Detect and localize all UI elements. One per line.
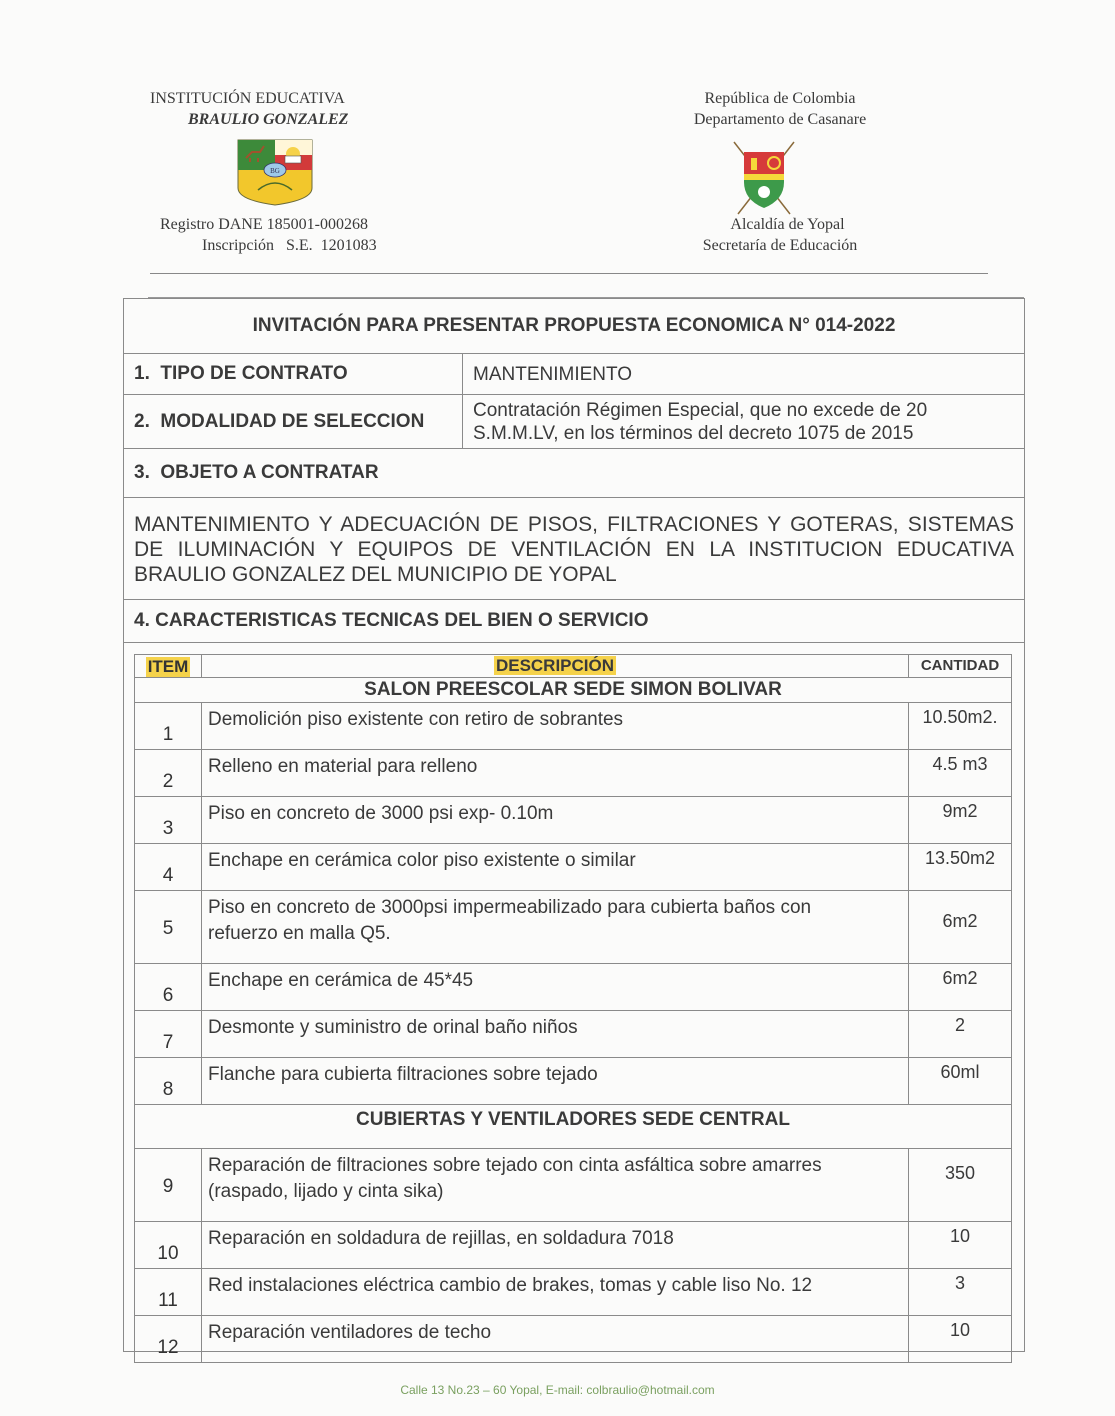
item-number: 5 [135,891,202,963]
item-number: 6 [135,964,202,1010]
field-modalidad-seleccion [124,394,1024,448]
header-divider [150,273,988,274]
item-quantity: 13.50m2 [924,848,996,868]
header-descripcion: DESCRIPCIÓN [202,655,909,677]
item-number: 1 [135,703,202,749]
field-value: MANTENIMIENTO [473,363,633,385]
table-row [135,1221,1011,1268]
svg-text:BG: BG [270,167,280,175]
group-title: CUBIERTAS Y VENTILADORES SEDE CENTRAL [135,1104,1011,1148]
item-number: 12 [135,1316,202,1362]
table-row [135,796,1011,843]
registro-dane: Registro DANE 185001-000268 [160,216,368,233]
item-quantity: 350 [944,1163,976,1183]
item-quantity: 10.50m2. [922,707,998,727]
table-row [135,963,1011,1010]
item-description: Flanche para cubierta filtraciones sobre tejado [202,1058,909,1104]
table-row [135,1268,1011,1315]
table-row [135,1148,1011,1221]
item-description: Piso en concreto de 3000 psi exp- 0.10m [202,797,909,843]
item-quantity: 60ml [940,1062,980,1082]
header-item: ITEM [135,655,202,677]
items-table [134,654,1012,1363]
header-cantidad: CANTIDAD [920,657,1000,674]
item-description: Enchape en cerámica color piso existente o similar [202,844,909,890]
section-objeto-label: 3. OBJETO A CONTRATAR [124,448,1024,497]
education-secretariat: Secretaría de Educación [702,237,858,254]
item-description: Reparación de filtraciones sobre tejado con cinta asfáltica sobre amarres (raspado, lijado y cinta sika) [202,1149,909,1221]
item-number: 7 [135,1011,202,1057]
item-quantity: 10 [949,1226,971,1246]
item-quantity: 6m2 [942,968,978,988]
item-number: 2 [135,750,202,796]
item-description: Reparación ventiladores de techo [202,1316,909,1362]
department-name: Departamento de Casanare [693,111,867,128]
item-number: 11 [135,1269,202,1315]
item-quantity: 6m2 [942,911,978,931]
municipality-name: Alcaldía de Yopal [730,216,845,233]
item-quantity: 4.5 m3 [932,754,988,774]
item-number: 3 [135,797,202,843]
objeto-description: MANTENIMIENTO Y ADECUACIÓN DE PISOS, FILTRACIONES Y GOTERAS, SISTEMAS DE ILUMINACIÓN Y EQUIPOS DE VENTILACIÓN EN LA INSTITUCION EDUCATIVA BRAULIO GONZALEZ DEL MUNICIPIO DE YOPAL [124,497,1024,599]
inscripcion-se: Inscripción S.E. 1201083 [202,237,377,254]
item-quantity: 3 [954,1273,965,1293]
item-number: 4 [135,844,202,890]
institution-shield-icon [236,138,314,206]
item-description: Relleno en material para relleno [202,750,909,796]
item-description: Piso en concreto de 3000psi impermeabilizado para cubierta baños con refuerzo en malla Q5. [202,891,909,963]
footer-address: Calle 13 No.23 – 60 Yopal, E-mail: colbraulio@hotmail.com [400,1383,715,1397]
group-title: SALON PREESCOLAR SEDE SIMON BOLIVAR [135,677,1011,702]
table-row [135,1057,1011,1104]
item-description: Desmonte y suministro de orinal baño niños [202,1011,909,1057]
item-quantity: 9m2 [942,801,978,821]
document-title: INVITACIÓN PARA PRESENTAR PROPUESTA ECONOMICA N° 014-2022 [124,298,1024,353]
table-row [135,702,1011,749]
field-value: Contratación Régimen Especial, que no excede de 20 S.M.M.LV, en los términos del decreto 1075 de 2015 [473,399,928,444]
item-quantity: 2 [954,1015,965,1035]
field-tipo-contrato [124,353,1024,394]
table-row [135,890,1011,963]
table-row [135,1010,1011,1057]
table-row [135,843,1011,890]
item-number: 9 [135,1149,202,1221]
field-label: 1. TIPO DE CONTRATO [124,354,463,394]
item-description: Reparación en soldadura de rejillas, en soldadura 7018 [202,1222,909,1268]
institution-name: BRAULIO GONZALEZ [188,111,349,128]
table-row [135,1315,1011,1362]
field-label: 2. MODALIDAD DE SELECCION [124,395,463,448]
country-name: República de Colombia [704,90,856,107]
section-caracteristicas-label: 4. CARACTERISTICAS TECNICAS DEL BIEN O SERVICIO [124,599,1024,642]
item-description: Enchape en cerámica de 45*45 [202,964,909,1010]
casanare-coat-of-arms-icon [728,138,800,218]
government-header [660,88,900,254]
item-description: Demolición piso existente con retiro de sobrantes [202,703,909,749]
institution-type: INSTITUCIÓN EDUCATIVA [150,90,345,107]
item-quantity: 10 [949,1320,971,1340]
item-number: 8 [135,1058,202,1104]
items-table-header [135,655,1011,677]
item-description: Red instalaciones eléctrica cambio de brakes, tomas y cable liso No. 12 [202,1269,909,1315]
item-number: 10 [135,1222,202,1268]
table-row [135,749,1011,796]
